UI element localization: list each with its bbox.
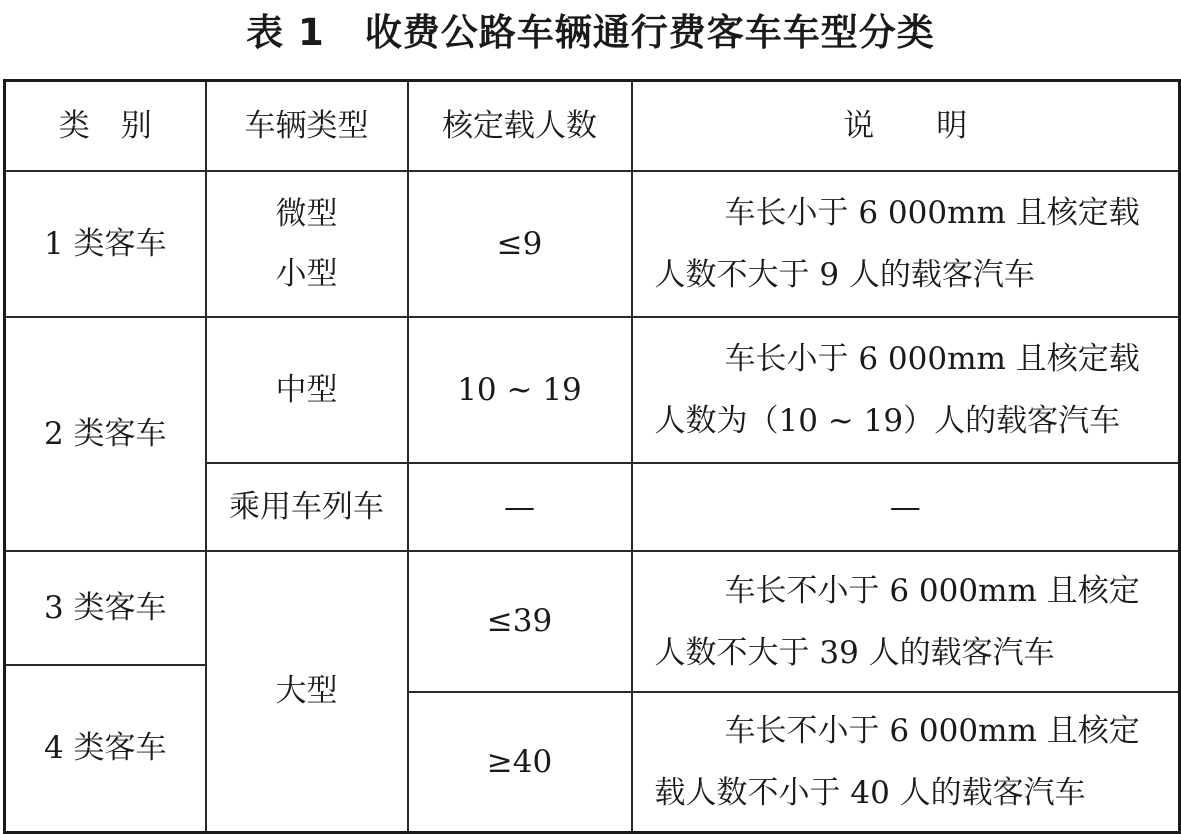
description-line: 载人数不小于 40 人的载客汽车	[654, 774, 1086, 811]
description-line: 车长不小于 6 000mm 且核定	[724, 572, 1140, 609]
description-line: 车长小于 6 000mm 且核定载	[724, 341, 1140, 377]
table-row	[5, 317, 1180, 463]
capacity-cell: 10 ~ 19	[408, 317, 632, 463]
vehicle-type-cell: 大型	[206, 551, 408, 832]
description-cell	[632, 692, 1180, 832]
table-title	[0, 10, 1181, 56]
table-row	[5, 171, 1180, 317]
table-row	[5, 551, 1180, 665]
header-category: 类 别	[5, 81, 206, 172]
category-cell: 3 类客车	[5, 551, 206, 665]
header-description: 说 明	[632, 81, 1180, 172]
category-cell: 4 类客车	[5, 665, 206, 832]
capacity-cell: ≤9	[408, 171, 632, 317]
vehicle-type-cell: 乘用车列车	[206, 463, 408, 551]
category-cell: 2 类客车	[5, 317, 206, 551]
description-cell	[632, 171, 1180, 317]
vehicle-type-cell: 中型	[206, 317, 408, 463]
description-cell	[632, 551, 1180, 692]
description-line: 人数不大于 9 人的载客汽车	[654, 257, 1035, 293]
description-line: 车长不小于 6 000mm 且核定	[724, 712, 1140, 749]
table-number: 表 1	[246, 11, 325, 54]
capacity-cell: ≤39	[408, 551, 632, 692]
description-line: 人数为（10 ~ 19）人的载客汽车	[654, 403, 1121, 439]
vehicle-classification-table	[3, 79, 1181, 834]
description-cell: —	[632, 463, 1180, 551]
header-capacity: 核定载人数	[408, 81, 632, 172]
description-line: 人数不大于 39 人的载客汽车	[654, 634, 1055, 671]
capacity-cell: —	[408, 463, 632, 551]
description-line: 车长小于 6 000mm 且核定载	[724, 195, 1140, 231]
vehicle-type-line: 微型	[275, 196, 338, 232]
header-vehicle-type: 车辆类型	[206, 81, 408, 172]
header-row	[5, 81, 1180, 172]
category-cell: 1 类客车	[5, 171, 206, 317]
description-cell	[632, 317, 1180, 463]
capacity-cell: ≥40	[408, 692, 632, 832]
table-title-text: 收费公路车辆通行费客车车型分类	[364, 11, 935, 54]
vehicle-type-cell	[206, 171, 408, 317]
vehicle-type-line: 小型	[275, 256, 338, 292]
